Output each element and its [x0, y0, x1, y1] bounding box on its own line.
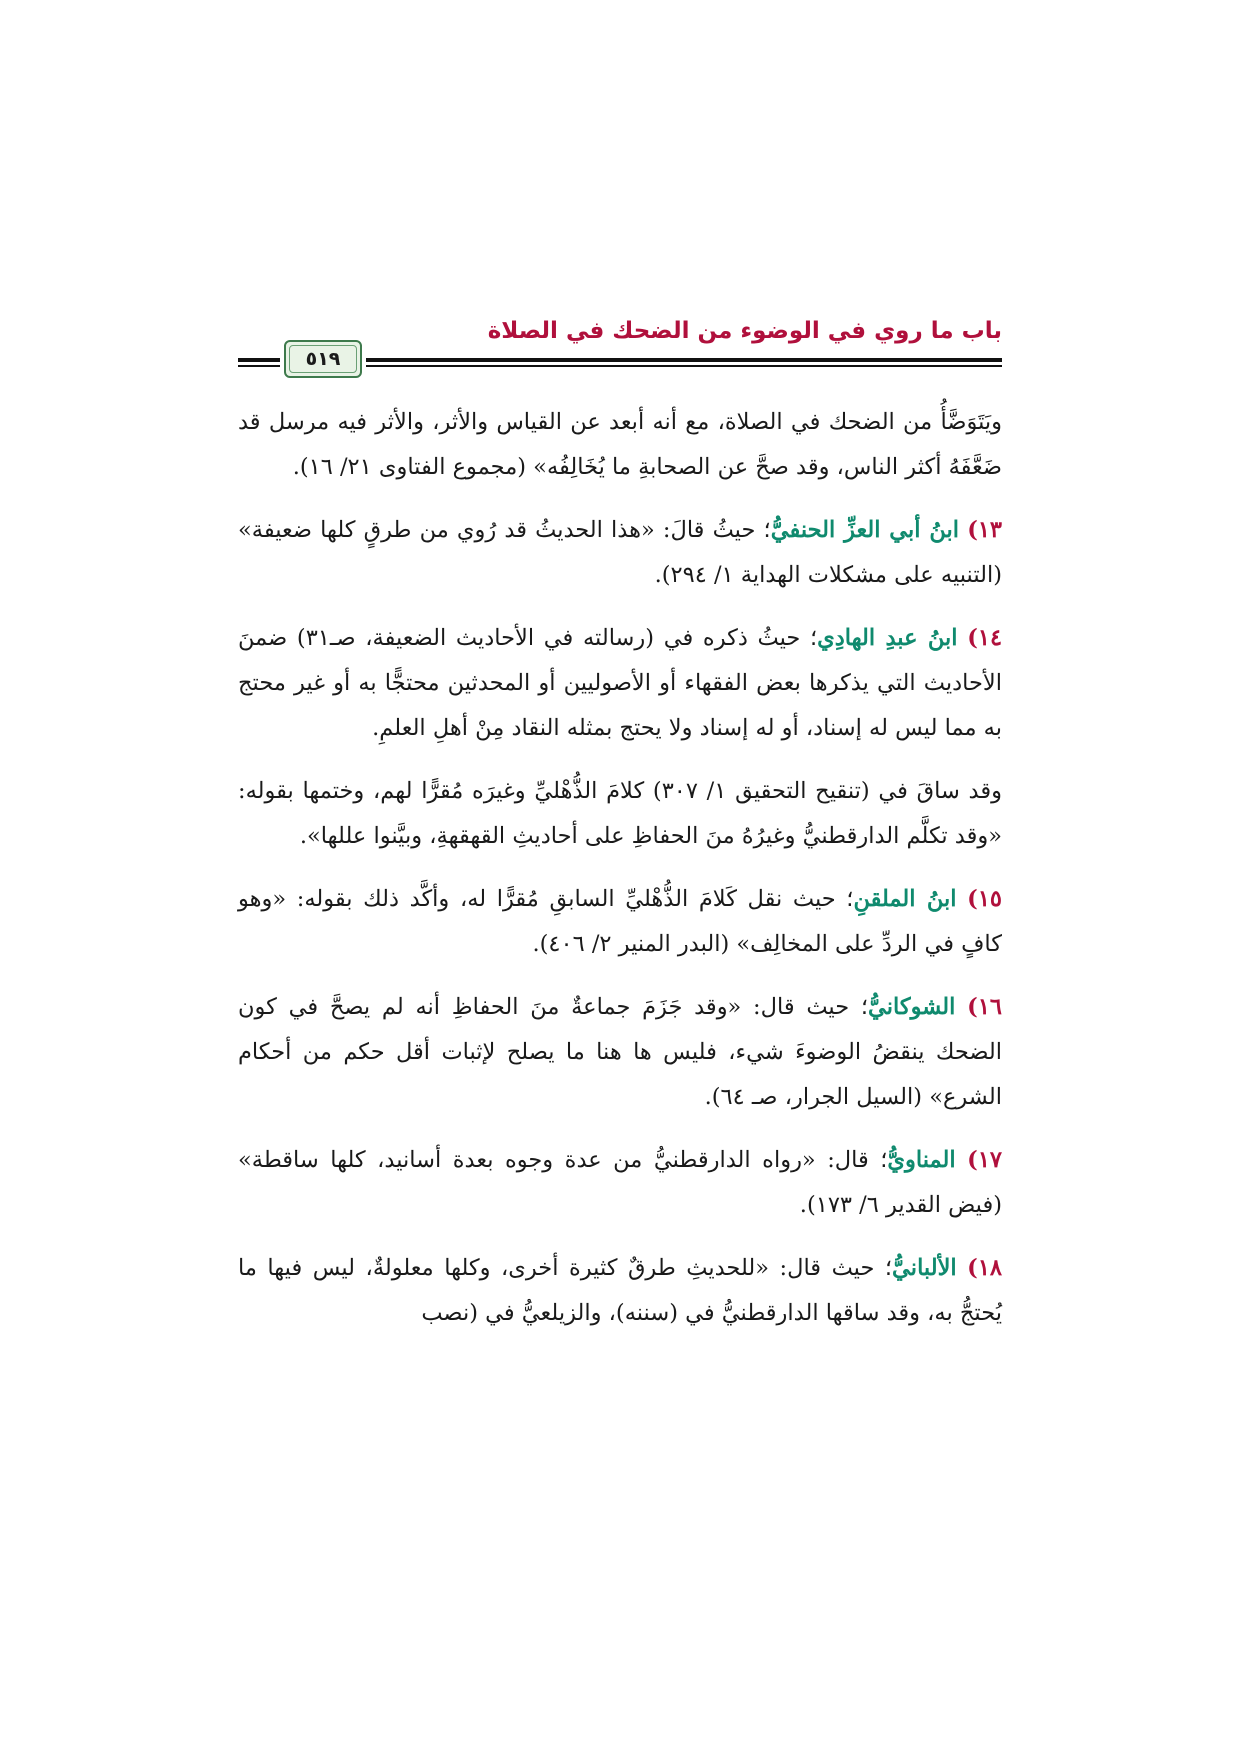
paragraph [238, 769, 1002, 859]
paragraph-text: ؛ حيثُ ذكره في (رسالته في الأحاديث الضعيفة، صـ٣١) ضمنَ الأحاديث التي يذكرها بعض الفقهاء أو الأصوليين أو المحدثين محتجًّا به أو غير محتج به مما ليس له إسناد، أو له إسناد ولا يحتج بمثله النقاد مِنْ أهلِ العلمِ. [238, 625, 1002, 741]
item-number: ١٣) [967, 517, 1003, 543]
body-text [238, 400, 1002, 1354]
item-number: ١٥) [967, 886, 1002, 912]
item-number: ١٦) [967, 994, 1002, 1020]
header-rule-left-thin [238, 365, 280, 367]
paragraph [238, 1138, 1002, 1228]
paragraph-text: ؛ حيث قال: «للحديثِ طرقٌ كثيرة أخرى، وكلها معلولةٌ، ليس فيها ما يُحتجُّ به، وقد ساقها الدارقطنيُّ في (سننه)، والزيلعيُّ في (نصب [238, 1255, 1002, 1326]
scholar-name: المناويُّ [887, 1147, 956, 1173]
scholar-name: الألبانيُّ [892, 1255, 957, 1281]
paragraph [238, 985, 1002, 1120]
paragraph [238, 400, 1002, 490]
paragraph-text: ويَتَوَضَّأُ من الضحك في الصلاة، مع أنه أبعد عن القياس والأثر، والأثر فيه مرسل قد ضَعَّفَهُ أكثر الناس، وقد صحَّ عن الصحابةِ ما يُخَالِفُه» (مجموع الفتاوى ٢١/ ١٦). [238, 409, 1002, 480]
item-number: ١٧) [967, 1147, 1002, 1173]
item-number: ١٨) [967, 1255, 1002, 1281]
header-rule-thick [366, 358, 1002, 362]
scholar-name: ابنُ عبدِ الهادِي [817, 625, 958, 651]
paragraph-text: ؛ قال: «رواه الدارقطنيُّ من عدة وجوه بعدة أسانيد، كلها ساقطة» (فيض القدير ٦/ ١٧٣). [238, 1147, 1002, 1218]
page-header [238, 318, 1002, 378]
page-number: ٥١٩ [305, 348, 341, 370]
paragraph [238, 616, 1002, 751]
paragraph-text: ؛ حيث قال: «وقد جَزَمَ جماعةٌ منَ الحفاظِ أنه لم يصحَّ في كون الضحك ينقضُ الوضوءَ شيء، فليس ها هنا ما يصلح لإثبات أقل حكم من أحكام الشرع» (السيل الجرار، صـ ٦٤). [238, 994, 1002, 1110]
scholar-name: الشوكانيُّ [868, 994, 956, 1020]
header-rule-left-thick [238, 358, 280, 362]
paragraph [238, 1246, 1002, 1336]
scholar-name: ابنُ أبي العزِّ الحنفيُّ [770, 517, 960, 543]
header-rule-thin [366, 365, 1002, 367]
chapter-title: باب ما روي في الوضوء من الضحك في الصلاة [487, 318, 1002, 344]
paragraph [238, 877, 1002, 967]
page-number-frame [284, 340, 362, 378]
paragraph-text: ؛ حيث نقل كَلامَ الذُّهْليِّ السابقِ مُقرًّا له، وأكَّد ذلك بقوله: «وهو كافٍ في الردِّ على المخالِف» (البدر المنير ٢/ ٤٠٦). [238, 886, 1002, 957]
paragraph-text: ؛ حيثُ قالَ: «هذا الحديثُ قد رُوي من طرقٍ كلها ضعيفة» (التنبيه على مشكلات الهداية ١/ ٢٩٤). [238, 517, 1002, 588]
paragraph [238, 508, 1002, 598]
scholar-name: ابنُ الملقنِ [853, 886, 957, 912]
item-number: ١٤) [967, 625, 1003, 651]
paragraph-text: وقد ساقَ في (تنقيح التحقيق ١/ ٣٠٧) كلامَ الذُّهْليِّ وغيرَه مُقرًّا لهم، وختمها بقوله: «وقد تكلَّم الدارقطنيُّ وغيرُهُ منَ الحفاظِ على أحاديثِ القهقهةِ، وبيَّنوا عللها». [238, 778, 1002, 849]
